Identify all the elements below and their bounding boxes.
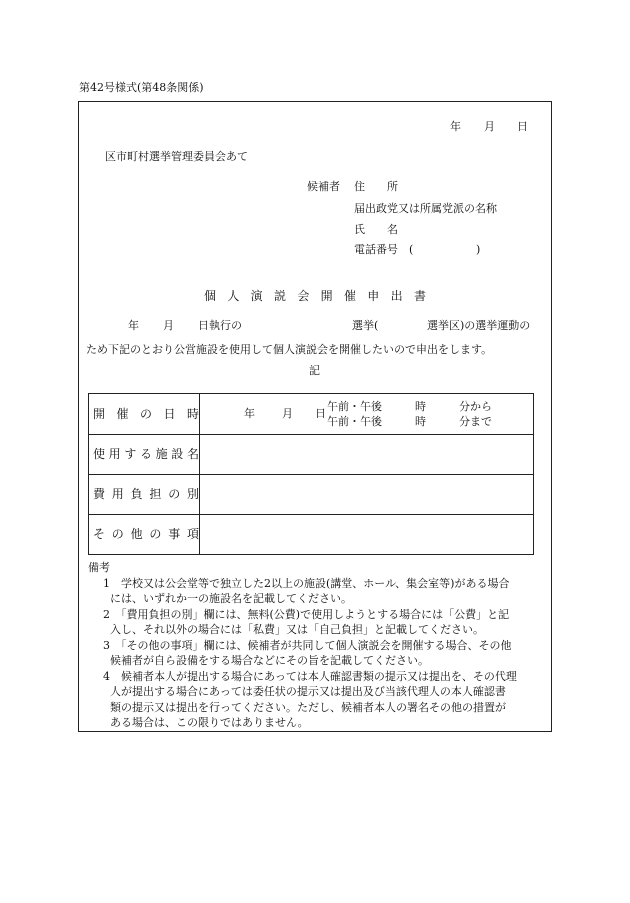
remark-line: 人が提出する場合にあっては委任状の提示又は提出及び当該代理人の本人確認書 <box>110 685 506 698</box>
body-month: 月 <box>163 319 174 332</box>
datetime-month: 月 <box>282 407 293 420</box>
row-label-cost: 費 用 負 担 の 別 <box>93 487 199 501</box>
event-table <box>88 393 534 555</box>
party-label: 届出政党又は所属党派の名称 <box>354 202 497 215</box>
address-label: 住 所 <box>354 180 398 193</box>
addressee: 区市町村選挙管理委員会あて <box>105 150 248 163</box>
date-year: 年 <box>450 120 461 133</box>
phone-label: 電話番号 <box>354 243 398 256</box>
date-day: 日 <box>517 120 528 133</box>
remark-line: 1 学校又は公会堂等で独立した2以上の施設(講堂、ホール、集会室等)がある場合 <box>103 577 510 590</box>
remark-line: 2 「費用負担の別」欄には、無料(公費)で使用しようとする場合には「公費」と記 <box>103 608 510 621</box>
remark-line: 候補者が自ら設備をする場合などにその旨を記載してください。 <box>110 654 429 667</box>
body-district: 選挙区)の選挙運動の <box>427 319 531 332</box>
phone-paren-close: ) <box>476 243 481 256</box>
row-label-other: そ の 他 の 事 項 <box>93 527 199 541</box>
body-year: 年 <box>128 319 139 332</box>
body-day-exec: 日執行の <box>198 319 242 332</box>
datetime-from: 午前・午後 時 分から <box>327 400 492 413</box>
row-label-facility: 使 用 す る 施 設 名 <box>93 447 199 461</box>
datetime-day: 日 <box>315 407 326 420</box>
name-label: 氏 名 <box>354 223 398 236</box>
remark-line: には、いずれか一の施設名を記載してください。 <box>110 592 352 605</box>
candidate-label: 候補者 <box>307 180 340 193</box>
document-title: 個 人 演 説 会 開 催 申 出 書 <box>204 289 426 303</box>
remark-line: ある場合は、この限りではありません。 <box>110 716 309 729</box>
row-label-datetime: 開 催 の 日 時 <box>93 407 199 421</box>
remarks-heading: 備考 <box>88 561 110 574</box>
date-month: 月 <box>484 120 495 133</box>
ki-mark: 記 <box>309 364 320 377</box>
body-election: 選挙( <box>352 319 379 332</box>
remark-line: 3 「その他の事項」欄には、候補者が共同して個人演説会を開催する場合、その他 <box>103 639 512 652</box>
body-line2: ため下記のとおり公営施設を使用して個人演説会を開催したいので申出をします。 <box>86 343 493 356</box>
phone-paren-open: ( <box>409 243 414 256</box>
remark-line: 類の提示又は提出を行ってください。ただし、候補者本人の署名その他の措置が <box>110 701 506 714</box>
form-number: 第42号様式(第48条関係) <box>79 81 204 94</box>
datetime-year: 年 <box>244 407 255 420</box>
remark-line: 入し、それ以外の場合には「私費」又は「自己負担」と記載してください。 <box>110 623 484 636</box>
remark-line: 4 候補者本人が提出する場合にあっては本人確認書類の提示又は提出を、その代理 <box>103 670 517 683</box>
datetime-to: 午前・午後 時 分まで <box>327 415 492 428</box>
